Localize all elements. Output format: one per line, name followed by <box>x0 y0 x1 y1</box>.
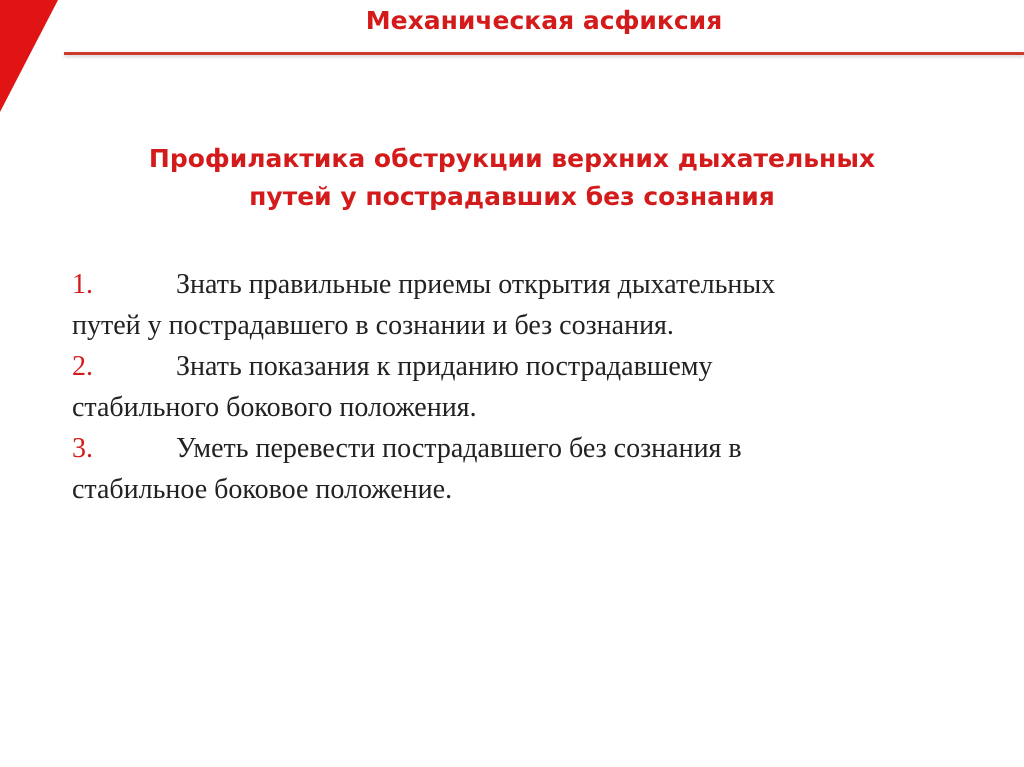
list-item-number: 2. <box>72 351 93 382</box>
list-item-number: 3. <box>72 433 93 464</box>
header-divider <box>64 52 1024 55</box>
corner-decoration <box>0 0 58 112</box>
subtitle-line-1: Профилактика обструкции верхних дыхательных <box>148 144 876 173</box>
list-item <box>72 346 952 428</box>
list-item-line-1 <box>72 428 952 469</box>
list-item-line-2: стабильное боковое положение. <box>72 474 453 505</box>
header-title: Механическая асфиксия <box>365 6 723 35</box>
slide-subtitle <box>60 140 964 216</box>
list-item-text: Знать показания к приданию пострадавшему <box>176 351 713 382</box>
list-item <box>72 428 952 510</box>
list-item-text: Уметь перевести пострадавшего без сознания в <box>176 433 742 464</box>
list-item-line-2: путей у пострадавшего в сознании и без сознания. <box>72 310 674 341</box>
list-item-number: 1. <box>72 269 93 300</box>
subtitle-line-2: путей у пострадавших без сознания <box>249 182 775 211</box>
numbered-list <box>72 264 952 510</box>
list-item-line-1 <box>72 264 952 305</box>
list-item <box>72 264 952 346</box>
list-item-line-2: стабильного бокового положения. <box>72 392 477 423</box>
list-item-text: Знать правильные приемы открытия дыхательных <box>176 269 776 300</box>
list-item-line-1 <box>72 346 952 387</box>
